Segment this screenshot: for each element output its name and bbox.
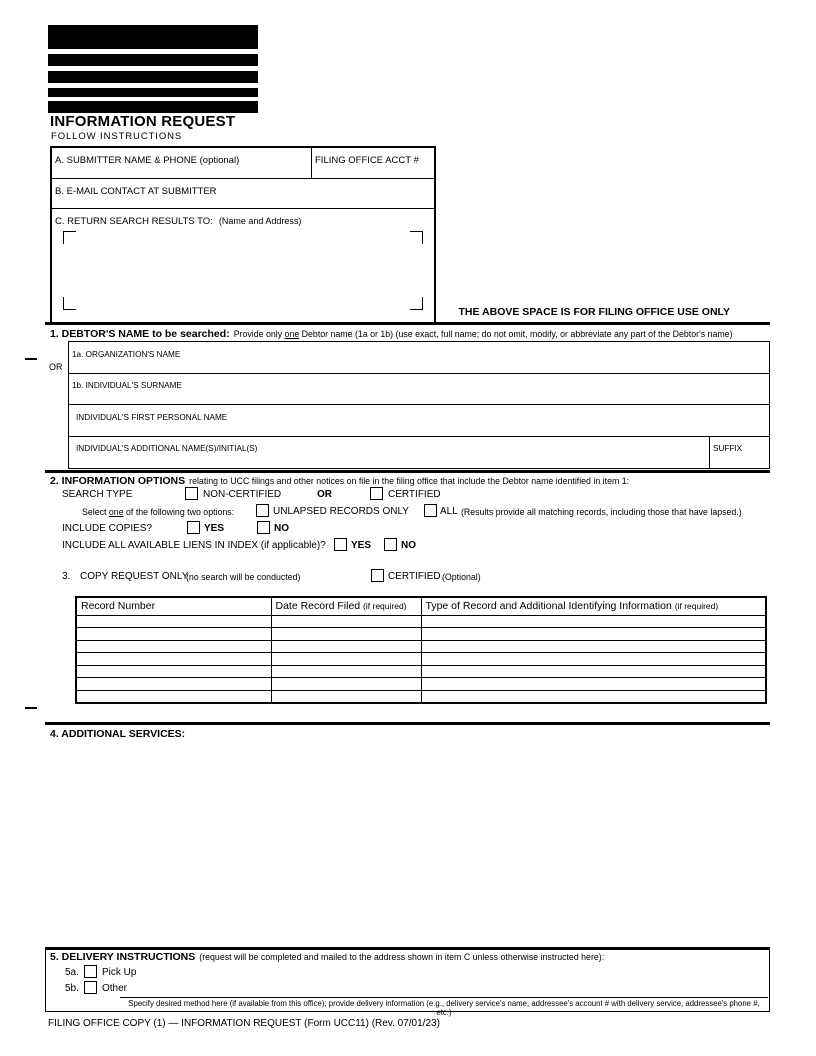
individual-surname-label: 1b. INDIVIDUAL'S SURNAME [72,381,182,390]
form-subtitle: FOLLOW INSTRUCTIONS [51,131,183,142]
section4-heading: 4. ADDITIONAL SERVICES: [50,728,186,740]
filing-office-acct-field[interactable] [311,148,434,178]
bracket-corner-icon [63,231,76,244]
copy-table-row [76,678,766,691]
filing-office-use-note: THE ABOVE SPACE IS FOR FILING OFFICE USE ONLY [458,306,730,318]
select-one-underlined: one [108,507,124,517]
form-footer: FILING OFFICE COPY (1) — INFORMATION REQUEST (Form UCC11) (Rev. 07/01/23) [48,1018,440,1029]
section5-note: (request will be completed and mailed to the address shown in item C unless otherwise instructed here): [199,952,605,962]
record-number-cell[interactable] [76,640,271,653]
section1-note-post: Debtor name (1a or 1b) (use exact, full name; do not omit, modify, or abbreviate any part of the Debtor's name) [299,329,733,339]
organization-name-field[interactable] [69,342,769,374]
suffix-label: SUFFIX [713,444,743,453]
copy-table-row [76,615,766,628]
section5-heading [50,951,604,963]
section2-heading [50,475,629,487]
section1-note-one: one [284,329,300,339]
section-divider [45,322,770,325]
return-results-note: (Name and Address) [218,216,302,226]
include-liens-label: INCLUDE ALL AVAILABLE LIENS IN INDEX (if applicable)? [62,540,326,551]
type-of-record-cell[interactable] [421,653,766,666]
unlapsed-records-label: UNLAPSED RECORDS ONLY [273,506,409,517]
non-certified-checkbox[interactable] [185,487,198,500]
search-type-or-label: OR [317,489,332,500]
copy-request-note: (no search will be conducted) [186,572,301,582]
all-records-label: ALL [440,506,458,517]
record-number-header-label: Record Number [81,600,156,612]
include-copies-label: INCLUDE COPIES? [62,523,153,534]
submitter-name-phone-field[interactable] [52,148,434,179]
item-5a-number: 5a. [65,967,79,978]
item-5b-number: 5b. [65,983,79,994]
date-filed-cell[interactable] [271,690,421,703]
delivery-specify-field[interactable] [120,997,768,998]
date-filed-cell[interactable] [271,665,421,678]
date-filed-header-note: (if required) [363,601,407,611]
non-certified-label: NON-CERTIFIED [203,489,282,500]
include-copies-no-checkbox[interactable] [257,521,270,534]
return-results-label: C. RETURN SEARCH RESULTS TO: [55,216,213,227]
select-one-pre: Select [82,507,109,517]
submitter-name-phone-label: A. SUBMITTER NAME & PHONE (optional) [55,155,240,166]
barcode-bar [48,71,258,83]
barcode-bar [48,101,258,113]
individual-first-name-label: INDIVIDUAL'S FIRST PERSONAL NAME [76,412,228,422]
organization-name-label: 1a. ORGANIZATION'S NAME [72,349,181,359]
individual-surname-field[interactable] [69,374,769,406]
section1-note [234,329,733,339]
include-copies-no-label: NO [274,523,289,534]
type-of-record-header-label: Type of Record and Additional Identifying Information [425,600,672,612]
select-one-label [82,507,234,517]
return-results-field[interactable] [52,209,434,323]
copy-request-certified-note: (Optional) [442,572,481,582]
include-liens-no-label: NO [401,540,416,551]
copy-table-row [76,628,766,641]
copy-table-header-row [76,597,766,615]
select-one-post: of the following two options: [123,507,235,517]
individual-first-name-field[interactable] [69,405,769,437]
section5-title: 5. DELIVERY INSTRUCTIONS [50,951,196,963]
suffix-field[interactable] [709,437,769,469]
barcode-bar [48,54,258,66]
copy-request-only-label: COPY REQUEST ONLY [80,571,189,582]
certified-checkbox[interactable] [370,487,383,500]
barcode-bar [48,25,258,49]
date-filed-cell[interactable] [271,653,421,666]
date-filed-header-label: Date Record Filed [275,600,361,612]
date-filed-header [271,597,421,615]
delivery-specify-note: Specify desired method here (if available from this office); provide delivery information (e.g., delivery service's name, addressee's account # with delivery service, addressee's phone #, etc.) [128,999,760,1017]
include-copies-yes-checkbox[interactable] [187,521,200,534]
record-number-cell[interactable] [76,678,271,691]
type-of-record-header-note: (if required) [674,601,719,611]
section1-note-pre: Provide only [233,329,285,339]
additional-services-area[interactable] [45,742,770,942]
other-label: Other [102,983,128,994]
email-contact-field[interactable] [52,179,434,209]
record-number-cell[interactable] [76,690,271,703]
individual-additional-name-field[interactable] [69,437,769,469]
section1-heading [50,328,733,340]
form-title: INFORMATION REQUEST [50,113,236,130]
date-filed-cell[interactable] [271,640,421,653]
copy-table-row [76,653,766,666]
bracket-corner-icon [63,297,76,310]
registration-mark [25,358,37,360]
type-of-record-cell[interactable] [421,628,766,641]
type-of-record-cell[interactable] [421,690,766,703]
certified-label: CERTIFIED [388,489,441,500]
other-checkbox[interactable] [84,981,97,994]
copy-request-certified-checkbox[interactable] [371,569,384,582]
record-number-cell[interactable] [76,615,271,628]
section2-title: 2. INFORMATION OPTIONS [50,475,186,487]
bracket-corner-icon [410,231,423,244]
type-of-record-cell[interactable] [421,665,766,678]
registration-mark [25,707,37,709]
copy-table-row [76,690,766,703]
email-contact-label: B. E-MAIL CONTACT AT SUBMITTER [55,186,217,197]
record-number-cell[interactable] [76,665,271,678]
submitter-box [50,146,436,325]
type-of-record-cell[interactable] [421,615,766,628]
section-divider [45,722,770,725]
include-liens-no-checkbox[interactable] [384,538,397,551]
bracket-corner-icon [410,297,423,310]
or-label: OR [49,362,63,372]
date-filed-cell[interactable] [271,628,421,641]
pickup-label: Pick Up [102,967,137,978]
section-divider [45,470,770,473]
record-number-cell[interactable] [76,653,271,666]
pickup-checkbox[interactable] [84,965,97,978]
delivery-instructions-box [45,947,770,1017]
search-type-label: SEARCH TYPE [62,489,133,500]
section3-number: 3. [62,571,71,582]
copy-request-table [75,596,767,704]
copy-request-certified-label: CERTIFIED [388,571,441,582]
section1-title: 1. DEBTOR'S NAME to be searched: [50,328,230,340]
include-liens-yes-checkbox[interactable] [334,538,347,551]
barcode-block [48,25,258,113]
debtor-name-fields [68,341,770,469]
copy-table-row [76,665,766,678]
type-of-record-cell[interactable] [421,678,766,691]
all-records-checkbox[interactable] [424,504,437,517]
include-copies-yes-label: YES [204,523,225,534]
unlapsed-records-checkbox[interactable] [256,504,269,517]
date-filed-cell[interactable] [271,678,421,691]
type-of-record-cell[interactable] [421,640,766,653]
section2-note: relating to UCC filings and other notices on file in the filing office that include the Debtor name identified in item 1: [189,476,630,486]
address-bracket-area[interactable] [63,231,423,310]
all-records-note: (Results provide all matching records, including those that have lapsed.) [461,507,742,517]
include-liens-yes-label: YES [351,540,372,551]
date-filed-cell[interactable] [271,615,421,628]
type-of-record-header [421,597,766,615]
copy-table-row [76,640,766,653]
individual-additional-name-label: INDIVIDUAL'S ADDITIONAL NAME(S)/INITIAL(S) [76,444,258,453]
record-number-cell[interactable] [76,628,271,641]
barcode-bar [48,88,258,97]
filing-office-acct-label: FILING OFFICE ACCT # [315,155,419,166]
record-number-header [76,597,271,615]
